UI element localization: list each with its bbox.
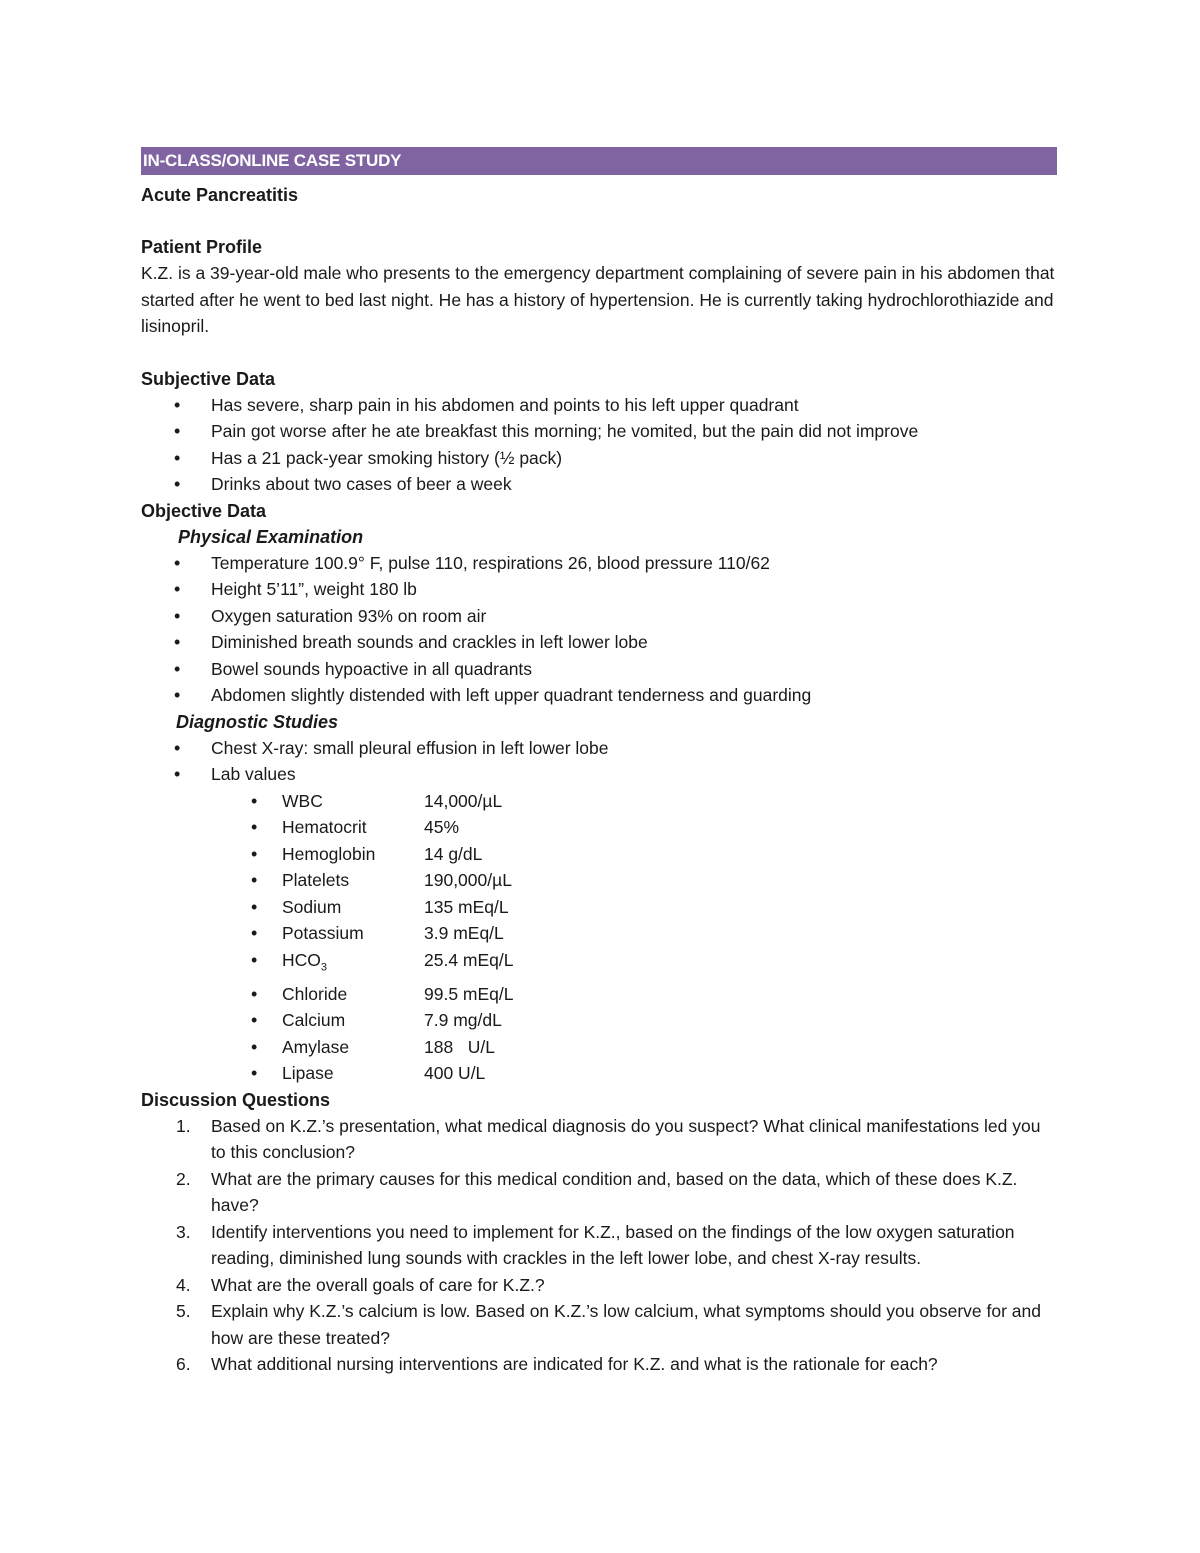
list-item: • Oxygen saturation 93% on room air xyxy=(141,603,1057,630)
lab-value: 3.9 mEq/L xyxy=(424,923,504,943)
lab-name: Potassium xyxy=(282,923,364,943)
question-text: What additional nursing interventions are indicated for K.Z. and what is the rationale for each? xyxy=(211,1354,938,1374)
lab-name-text: HCO xyxy=(282,949,321,970)
question-number: 2. xyxy=(176,1168,191,1189)
question-number: 4. xyxy=(176,1274,191,1295)
lab-row-sodium xyxy=(141,894,1057,921)
question-item xyxy=(141,1113,1057,1166)
question-text: Explain why K.Z.’s calcium is low. Based on K.Z.’s low calcium, what symptoms should you observe for and how are these treated? xyxy=(211,1301,1041,1348)
list-item: • Drinks about two cases of beer a week xyxy=(141,471,1057,498)
lab-value: 188 U/L xyxy=(424,1036,496,1057)
spacer xyxy=(141,208,1057,234)
question-item xyxy=(141,1219,1057,1272)
document-page xyxy=(141,147,1057,1378)
lab-value: 135 mEq/L xyxy=(424,896,509,917)
lab-row-hematocrit xyxy=(141,814,1057,841)
lab-value: 7.9 mg/dL xyxy=(424,1010,502,1030)
question-item xyxy=(141,1166,1057,1219)
list-item: • Chest X-ray: small pleural effusion in left lower lobe xyxy=(141,735,1057,762)
lab-value: 45% xyxy=(424,817,460,837)
lab-name: Calcium xyxy=(282,1010,346,1030)
lab-name: Platelets xyxy=(282,870,350,890)
list-item: • Temperature 100.9° F, pulse 110, respirations 26, blood pressure 110/62 xyxy=(141,550,1057,577)
lab-value: 400 U/L xyxy=(424,1063,486,1083)
list-item: • Pain got worse after he ate breakfast this morning; he vomited, but the pain did not improve xyxy=(141,418,1057,445)
question-number: 5. xyxy=(176,1301,191,1321)
physical-examination-heading: Physical Examination xyxy=(178,526,364,547)
lab-row-amylase xyxy=(141,1034,1057,1061)
lab-row-hemoglobin xyxy=(141,841,1057,868)
question-text: Identify interventions you need to implement for K.Z., based on the findings of the low oxygen saturation reading, diminished lung sounds with crackles in the left lower lobe, and chest X-ray results. xyxy=(211,1221,1015,1268)
question-item xyxy=(141,1298,1057,1351)
lab-name: Chloride xyxy=(282,983,348,1004)
list-item: • Has a 21 pack-year smoking history (½ pack) xyxy=(141,445,1057,472)
question-number: 1. xyxy=(176,1115,191,1136)
lab-values-list xyxy=(141,788,1057,1087)
lab-value: 14 g/dL xyxy=(424,843,483,864)
physical-examination-list xyxy=(141,550,1057,709)
list-item: • Abdomen slightly distended with left upper quadrant tenderness and guarding xyxy=(141,682,1057,709)
lab-name: Hematocrit xyxy=(282,817,367,837)
subjective-data-heading: Subjective Data xyxy=(141,368,276,389)
question-text: What are the overall goals of care for K.Z.? xyxy=(211,1274,545,1295)
lab-name: Sodium xyxy=(282,896,342,917)
question-text: Based on K.Z.’s presentation, what medical diagnosis do you suspect? What clinical manifestations led you to this conclusion? xyxy=(211,1115,1041,1162)
list-item: • Bowel sounds hypoactive in all quadrants xyxy=(141,656,1057,683)
list-item: • Lab values xyxy=(141,761,1057,788)
lab-row-chloride xyxy=(141,981,1057,1008)
question-text: What are the primary causes for this medical condition and, based on the data, which of these does K.Z. have? xyxy=(211,1168,1018,1215)
lab-value: 25.4 mEq/L xyxy=(424,949,514,970)
list-item: • Diminished breath sounds and crackles in left lower lobe xyxy=(141,629,1057,656)
lab-name xyxy=(282,947,424,981)
lab-row-potassium xyxy=(141,920,1057,947)
question-item xyxy=(141,1351,1057,1378)
lab-name: WBC xyxy=(282,790,323,811)
question-item xyxy=(141,1272,1057,1299)
lab-row-calcium xyxy=(141,1007,1057,1034)
spacer xyxy=(141,340,1057,366)
lab-row-wbc xyxy=(141,788,1057,815)
lab-value: 190,000/µL xyxy=(424,870,512,890)
list-item: • Has severe, sharp pain in his abdomen and points to his left upper quadrant xyxy=(141,392,1057,419)
objective-data-heading: Objective Data xyxy=(141,500,267,521)
lab-name-subscript: 3 xyxy=(320,961,328,973)
lab-row-lipase xyxy=(141,1060,1057,1087)
lab-row-hco3 xyxy=(141,947,1057,981)
patient-profile-heading: Patient Profile xyxy=(141,237,263,257)
discussion-questions-heading: Discussion Questions xyxy=(141,1089,331,1110)
subjective-data-list xyxy=(141,392,1057,498)
lab-value: 99.5 mEq/L xyxy=(424,983,514,1004)
lab-value: 14,000/µL xyxy=(424,790,503,811)
document-title: Acute Pancreatitis xyxy=(141,185,299,205)
lab-name: Lipase xyxy=(282,1063,334,1083)
question-number: 3. xyxy=(176,1221,191,1242)
lab-name: Hemoglobin xyxy=(282,843,376,864)
diagnostic-studies-heading: Diagnostic Studies xyxy=(176,711,339,732)
lab-name: Amylase xyxy=(282,1036,350,1057)
question-number: 6. xyxy=(176,1354,191,1374)
lab-row-platelets xyxy=(141,867,1057,894)
patient-profile-text: K.Z. is a 39-year-old male who presents to the emergency department complaining of severe pain in his abdomen that started after he went to bed last night. He has a history of hypertension. He is currently taking hydrochlorothiazide and lisinopril. xyxy=(141,263,1055,336)
discussion-questions-list xyxy=(141,1113,1057,1378)
case-study-banner: IN-CLASS/ONLINE CASE STUDY xyxy=(141,147,1057,175)
list-item: • Height 5’11”, weight 180 lb xyxy=(141,576,1057,603)
diagnostic-studies-list xyxy=(141,735,1057,788)
